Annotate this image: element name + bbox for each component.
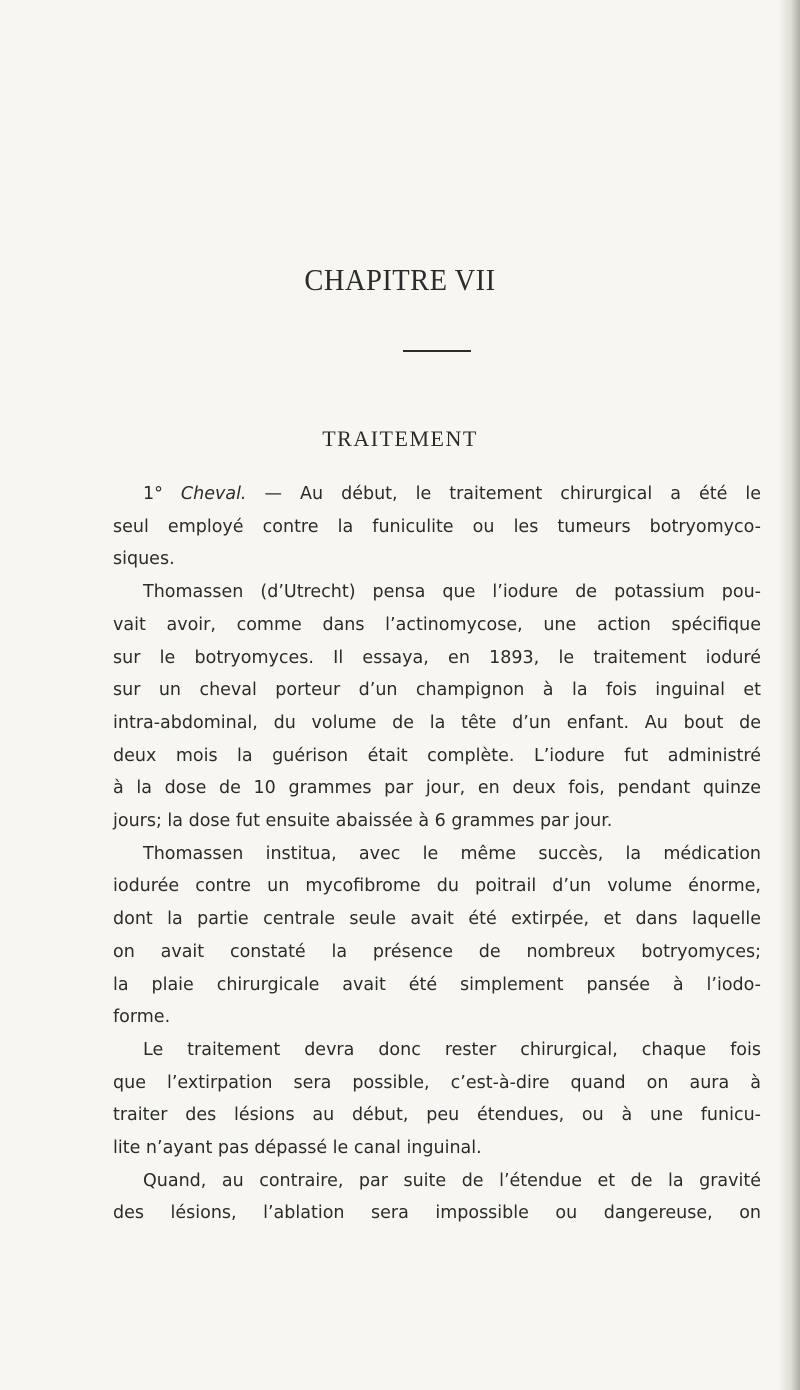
section-title: TRAITEMENT bbox=[322, 426, 478, 451]
text-line: Thomassen (d’Utrecht) pensa que l’iodure de potassium pou- bbox=[143, 582, 761, 603]
text-line: traiter des lésions au début, peu étendues, ou à une funicu- bbox=[113, 1105, 761, 1126]
text-line: sur le botryomyces. Il essaya, en 1893, le traitement ioduré bbox=[113, 647, 761, 668]
text-line: 1° Cheval. — Au début, le traitement chirurgical a été le bbox=[143, 484, 762, 504]
text-line: iodurée contre un mycofibrome du poitrail d’un volume énorme, bbox=[113, 876, 761, 897]
text-line: jours; la dose fut ensuite abaissée à 6 grammes par jour. bbox=[113, 811, 613, 832]
text-line: lite n’ayant pas dépassé le canal inguinal. bbox=[113, 1138, 482, 1159]
text-line: forme. bbox=[113, 1007, 171, 1028]
text-line: intra-abdominal, du volume de la tête d’un enfant. Au bout de bbox=[113, 712, 761, 733]
text-line: on avait constaté la présence de nombreux botryomyces; bbox=[113, 941, 761, 962]
text-line: siques. bbox=[113, 549, 175, 570]
text-line: la plaie chirurgicale avait été simplement pansée à l’iodo- bbox=[113, 974, 761, 995]
text-line: seul employé contre la funiculite ou les tumeurs botryomyco- bbox=[113, 516, 761, 537]
page-edge-shadow bbox=[778, 0, 800, 1390]
text-line: deux mois la guérison était complète. L’iodure fut administré bbox=[113, 745, 761, 766]
text-line: à la dose de 10 grammes par jour, en deux fois, pendant quinze bbox=[113, 778, 761, 799]
text-line: Thomassen institua, avec le même succès, la médication bbox=[143, 843, 761, 864]
text-line: Quand, au contraire, par suite de l’étendue et de la gravité bbox=[143, 1170, 761, 1191]
text-line: dont la partie centrale seule avait été extirpée, et dans laquelle bbox=[113, 909, 761, 930]
chapter-title: CHAPITRE VII bbox=[304, 262, 496, 297]
title-rule bbox=[403, 350, 471, 352]
body-text bbox=[113, 478, 761, 1230]
italic-term: Cheval. bbox=[180, 484, 247, 504]
text-line: vait avoir, comme dans l’actinomycose, une action spécifique bbox=[113, 614, 761, 635]
text-line: des lésions, l’ablation sera impossible ou dangereuse, on bbox=[113, 1203, 761, 1224]
text-line: sur un cheval porteur d’un champignon à la fois inguinal et bbox=[113, 680, 761, 701]
text-line: Le traitement devra donc rester chirurgical, chaque fois bbox=[143, 1039, 761, 1060]
text-line: que l’extirpation sera possible, c’est-à-dire quand on aura à bbox=[113, 1072, 761, 1093]
